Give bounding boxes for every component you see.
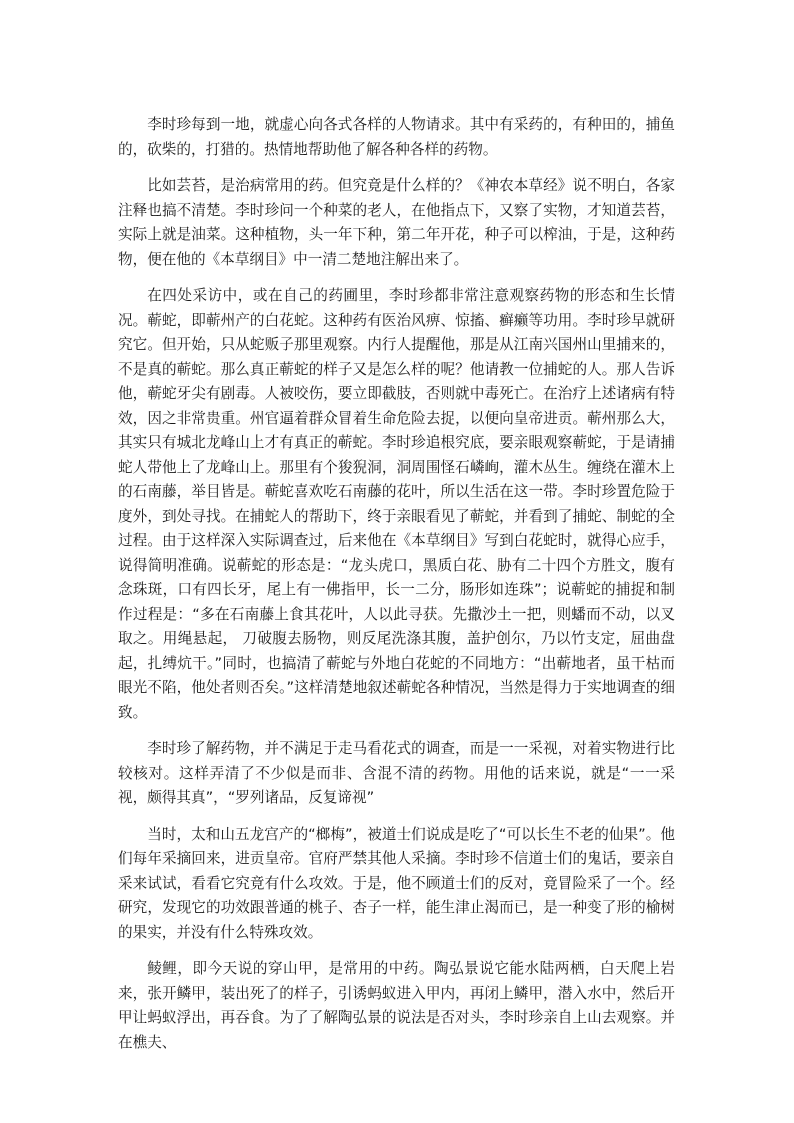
paragraph-5: 当时，太和山五龙宫产的“榔梅”，被道士们说成是吃了“可以长生不老的仙果”。他们每年采摘回来，进贡皇帝。官府严禁其他人采摘。李时珍不信道士们的鬼话，要亲自采来试试，看看它究竟有什么攻效。于是，他不顾道士们的反对，竟冒险采了一个。经研究，发现它的功效跟普通的桃子、杏子一样，能生津止渴而已，是一种变了形的榆树的果实，并没有什么特殊攻效。 xyxy=(118,825,675,941)
paragraph-3: 在四处采访中，或在自己的药圃里，李时珍都非常注意观察药物的形态和生长情况。蕲蛇，即蕲州产的白花蛇。这种药有医治风痹、惊搐、癣癞等功用。李时珍早就研究它。但开始，只从蛇贩子那里观察。内行人提醒他，那是从江南兴国州山里捕来的，不是真的蕲蛇。那么真正蕲蛇的样子又是怎么样的呢？他请教一位捕蛇的人。那人告诉他，蕲蛇牙尖有剧毒。人被咬伤，要立即截肢，否则就中毒死亡。在治疗上述诸病有特效，因之非常贵重。州官逼着群众冒着生命危险去捉，以便向皇帝进贡。蕲州那么大，其实只有城北龙峰山上才有真正的蕲蛇。李时珍追根究底，要亲眼观察蕲蛇，于是请捕蛇人带他上了龙峰山上。那里有个狻猊洞，洞周围怪石嶙峋，灌木丛生。缠绕在灌木上的石南藤，举目皆是。蕲蛇喜欢吃石南藤的花叶，所以生活在这一带。李时珍置危险于度外，到处寻找。在捕蛇人的帮助下，终于亲眼看见了蕲蛇，并看到了捕蛇、制蛇的全过程。由于这样深入实际调查过，后来他在《本草纲目》写到白花蛇时，就得心应手，说得简明准确。说蕲蛇的形态是：“龙头虎口，黑质白花、胁有二十四个方胜文，腹有念珠斑，口有四长牙，尾上有一佛指甲，长一二分，肠形如连珠”；说蕲蛇的捕捉和制作过程是：“多在石南藤上食其花叶，人以此寻获。先撒沙土一把，则蟠而不动，以叉取之。用绳悬起， 刀破腹去肠物，则反尾洗涤其腹，盖护创尔，乃以竹支定，屈曲盘起，扎缚炕干。”同时，也搞清了蕲蛇与外地白花蛇的不同地方：“出蕲地者，虽干枯而眼光不陷，他处者则否矣。”这样清楚地叙述蕲蛇各种情况，当然是得力于实地调查的细致。 xyxy=(118,287,675,721)
paragraph-6: 鲮鲤，即今天说的穿山甲，是常用的中药。陶弘景说它能水陆两栖，白天爬上岩来，张开鳞甲，装出死了的样子，引诱蚂蚁进入甲内，再闭上鳞甲，潜入水中，然后开甲让蚂蚁浮出，再吞食。为了了解陶弘景的说法是否对头，李时珍亲自上山去观察。并在樵夫、 xyxy=(118,960,675,1051)
paragraph-1: 李时珍每到一地，就虚心向各式各样的人物请求。其中有采药的，有种田的，捕鱼的，砍柴的，打猎的。热情地帮助他了解各种各样的药物。 xyxy=(118,116,675,158)
document-body xyxy=(118,113,675,1067)
paragraph-4: 李时珍了解药物，并不满足于走马看花式的调查，而是一一采视，对着实物进行比较核对。这样弄清了不少似是而非、含混不清的药物。用他的话来说，就是“一一采视，颇得其真”，“罗列诸品，反复谛视” xyxy=(118,740,675,806)
paragraph-2: 比如芸苔，是治病常用的药。但究竟是什么样的？《神农本草经》说不明白，各家注释也搞不清楚。李时珍问一个种菜的老人，在他指点下，又察了实物，才知道芸苔，实际上就是油菜。这种植物，头一年下种，第二年开花，种子可以榨油，于是，这种药物，便在他的《本草纲目》中一清二楚地注解出来了。 xyxy=(118,177,675,268)
